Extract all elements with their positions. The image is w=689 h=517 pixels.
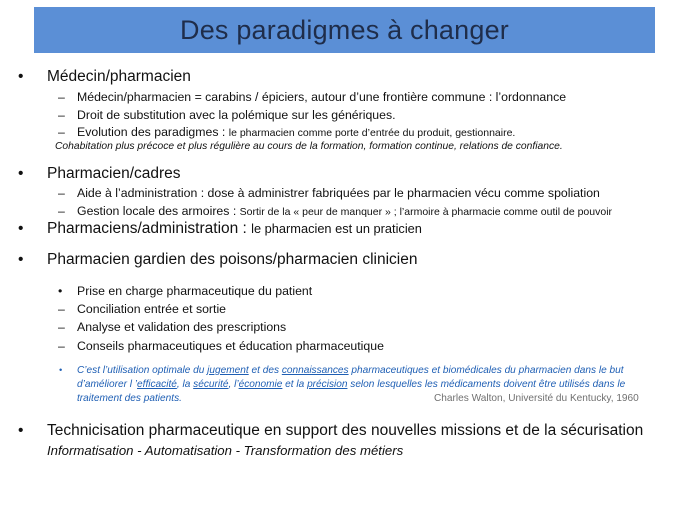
bullet-icon: • xyxy=(18,165,24,182)
quote-underlined: économie xyxy=(238,379,283,390)
section-heading-text: Technicisation pharmaceutique en support des nouvelles missions et de la sécurisation xyxy=(47,422,644,439)
list-item xyxy=(58,284,312,298)
list-item xyxy=(58,320,286,334)
section-heading-text: Pharmacien gardien des poisons/pharmacien clinicien xyxy=(47,251,418,268)
section-heading-text: Pharmacien/cadres xyxy=(47,165,181,182)
section-heading-tail: le pharmacien est un praticien xyxy=(251,221,422,236)
bullet-icon: • xyxy=(18,251,24,268)
section-heading-text: Pharmaciens/administration : xyxy=(47,220,252,237)
list-item-text: Conseils pharmaceutiques et éducation pharmaceutique xyxy=(77,339,384,353)
quote-underlined: efficacité xyxy=(137,379,177,390)
section-subline: Informatisation - Automatisation - Transformation des métiers xyxy=(47,443,404,458)
section-heading-pharmaciens-administration xyxy=(18,220,422,238)
list-item xyxy=(58,90,566,104)
page-title: Des paradigmes à changer xyxy=(180,14,509,45)
dash-icon: – xyxy=(58,204,65,218)
dash-icon: – xyxy=(58,302,65,316)
bullet-icon: • xyxy=(18,68,24,85)
list-item-lead: Gestion locale des armoires : xyxy=(77,204,240,218)
dash-icon: – xyxy=(58,339,65,353)
quote-author: Charles Walton, Université du Kentucky, 1960 xyxy=(434,393,639,404)
bullet-icon: • xyxy=(18,422,24,439)
section-heading-medecin-pharmacien xyxy=(18,68,191,86)
section-heading-pharmacien-cadres xyxy=(18,165,181,183)
list-item-tail: le pharmacien comme porte d’entrée du produit, gestionnaire. xyxy=(228,127,516,139)
list-item xyxy=(58,302,226,316)
dash-icon: – xyxy=(58,125,65,139)
bullet-icon: • xyxy=(58,284,63,298)
quote-text: C’est l’utilisation optimale du jugement et des connaissances pharmaceutiques et biomédicales du pharmacien dans le but d’améliorer l ’efficacité, la sécurité, l’économie et la précision selon lesquelles les médicaments doivent être utilisés dans le traitement des patients. xyxy=(77,365,626,404)
list-item-lead: Evolution des paradigmes : xyxy=(77,125,229,139)
list-item-text: Analyse et validation des prescriptions xyxy=(77,320,287,334)
dash-icon: – xyxy=(58,108,65,122)
list-item-text: Médecin/pharmacien = carabins / épiciers, autour d’une frontière commune : l’ordonnance xyxy=(77,90,567,104)
section-heading-pharmacien-clinicien xyxy=(18,251,418,269)
quote-underlined: connaissances xyxy=(281,365,349,376)
note-text: Cohabitation plus précoce et plus régulière au cours de la formation, formation continue, relations de confiance. xyxy=(55,141,563,152)
section-heading-technicisation xyxy=(18,422,643,440)
section-heading-text: Médecin/pharmacien xyxy=(47,68,191,85)
list-item xyxy=(58,186,600,200)
list-item-tail: Sortir de la « peur de manquer » ; l’armoire à pharmacie comme outil de pouvoir xyxy=(239,206,613,218)
list-item xyxy=(58,204,612,218)
list-item-text: Prise en charge pharmaceutique du patient xyxy=(77,284,313,298)
list-item xyxy=(58,108,396,122)
quote-underlined: précision xyxy=(307,379,348,390)
list-item-text: Aide à l’administration : dose à administrer fabriquées par le pharmacien vécu comme spoliation xyxy=(77,186,600,200)
list-item xyxy=(58,125,515,139)
list-item-text: Conciliation entrée et sortie xyxy=(77,302,227,316)
quote-underlined: sécurité xyxy=(193,379,229,390)
quote-underlined: jugement xyxy=(207,365,249,376)
bullet-icon: • xyxy=(59,365,63,375)
dash-icon: – xyxy=(58,186,65,200)
dash-icon: – xyxy=(58,320,65,334)
bullet-icon: • xyxy=(18,220,24,237)
list-item xyxy=(58,339,384,353)
list-item-text: Droit de substitution avec la polémique sur les génériques. xyxy=(77,108,396,122)
dash-icon: – xyxy=(58,90,65,104)
